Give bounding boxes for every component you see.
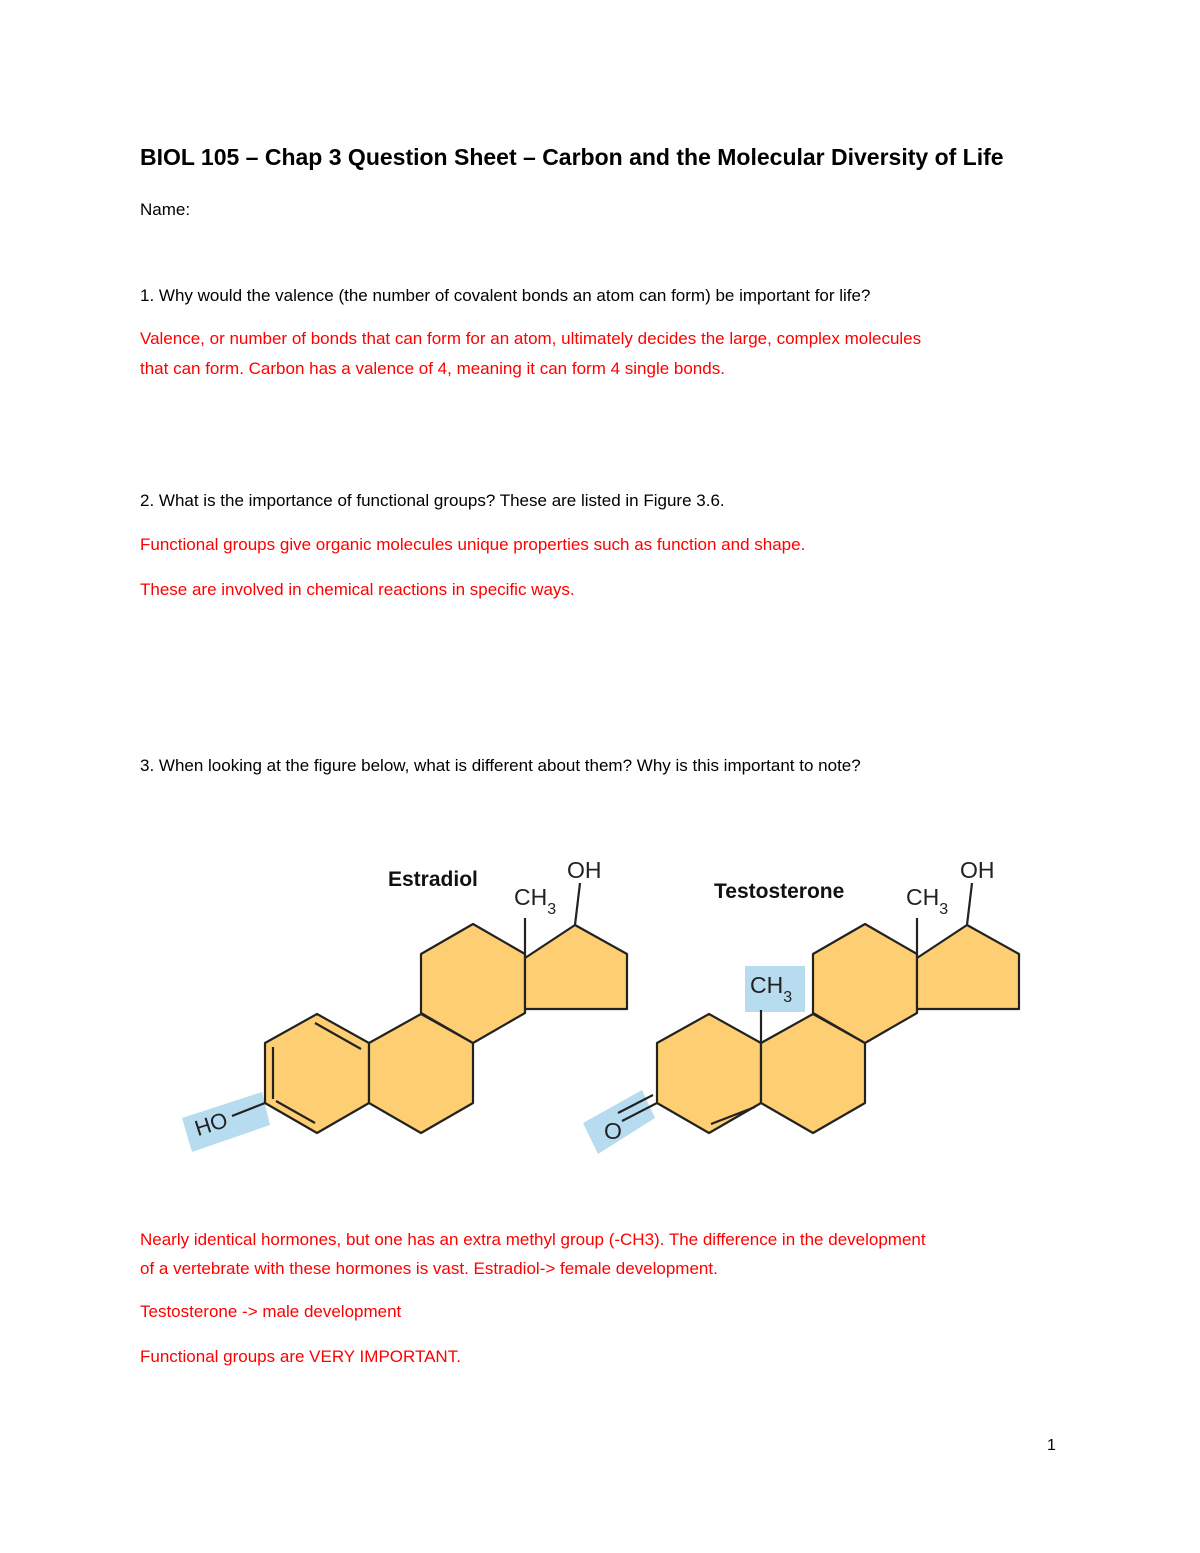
answer-2-line-1: Functional groups give organic molecules unique properties such as function and shape. (140, 535, 806, 554)
answer-2-line-2: These are involved in chemical reactions in specific ways. (140, 580, 575, 599)
testosterone-extra-methyl-label: CH (750, 972, 784, 998)
testosterone-oh-label: OH (960, 857, 995, 883)
estradiol-ho-label: HO (191, 1107, 231, 1142)
estradiol-methyl-subscript: 3 (547, 901, 557, 918)
answer-3-line-1: Nearly identical hormones, but one has an extra methyl group (-CH3). The difference in the development (140, 1230, 926, 1249)
answer-3-line-2: of a vertebrate with these hormones is vast. Estradiol-> female development. (140, 1259, 718, 1278)
testosterone-methyl-subscript: 3 (939, 901, 949, 918)
testosterone-methyl-label: CH (906, 884, 940, 910)
testosterone-oh-bond (967, 883, 972, 925)
estradiol-ring-d (525, 925, 627, 1009)
answer-1-line-2: that can form. Carbon has a valence of 4, meaning it can form 4 single bonds. (140, 359, 725, 378)
page-number: 1 (1047, 1437, 1056, 1454)
hormone-figure (170, 840, 1050, 1170)
answer-3-line-4: Functional groups are VERY IMPORTANT. (140, 1347, 461, 1366)
testosterone-label: Testosterone (714, 880, 845, 903)
testosterone-o-label: O (604, 1118, 622, 1144)
answer-3-line-3: Testosterone -> male development (140, 1302, 402, 1321)
testosterone-ring-a (657, 1014, 761, 1133)
answer-1-line-1: Valence, or number of bonds that can form for an atom, ultimately decides the large, complex molecules (140, 329, 922, 348)
estradiol-label: Estradiol (388, 868, 478, 891)
testosterone-ring-d (917, 925, 1019, 1009)
estradiol-oh-label: OH (567, 857, 602, 883)
question-1: 1. Why would the valence (the number of covalent bonds an atom can form) be important for life? (140, 286, 871, 305)
estradiol-ring-a (265, 1014, 369, 1133)
page-title: BIOL 105 – Chap 3 Question Sheet – Carbon and the Molecular Diversity of Life (140, 144, 1004, 170)
estradiol-methyl-label: CH (514, 884, 548, 910)
estradiol-structure (182, 857, 627, 1152)
name-label: Name: (140, 200, 191, 219)
estradiol-oh-bond (575, 883, 580, 925)
svg-text:CH3 (906, 884, 948, 918)
question-3: 3. When looking at the figure below, what is different about them? Why is this important to note? (140, 756, 861, 775)
testosterone-extra-methyl-subscript: 3 (783, 989, 793, 1006)
question-2: 2. What is the importance of functional groups? These are listed in Figure 3.6. (140, 491, 725, 510)
svg-text:CH3 (514, 884, 556, 918)
testosterone-structure (583, 857, 1019, 1154)
